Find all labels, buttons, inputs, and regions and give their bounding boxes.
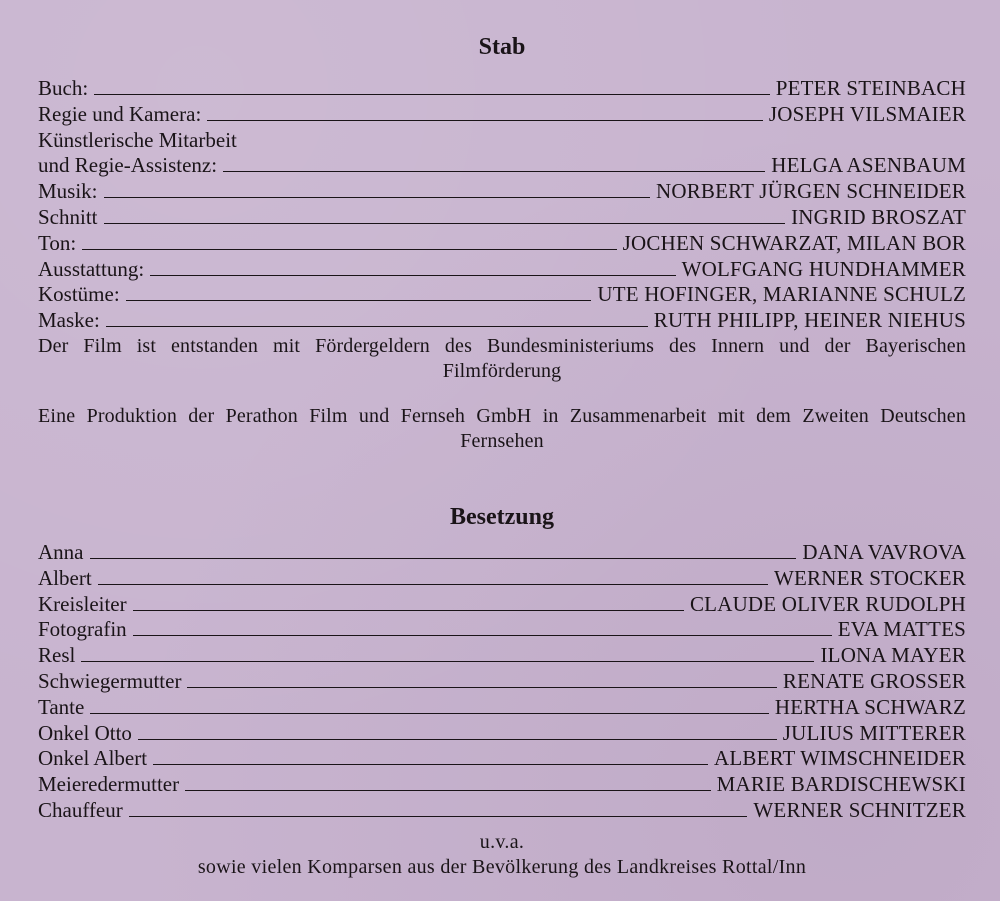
leader-line [90,713,769,714]
crew-name: INGRID BROSZAT [791,204,966,229]
cast-name: WERNER STOCKER [773,565,966,590]
cast-role: Anna [38,539,84,564]
leader-line [98,584,768,585]
cast-row [38,566,966,592]
cast-role: Onkel Albert [38,746,148,771]
cast-role: Chauffeur [38,797,123,822]
production-note: Eine Produktion der Perathon Film und Fernseh GmbH in Zusammenarbeit mit dem Zweiten Deutschen Fernsehen [38,404,966,452]
cast-role: Schwiegermutter [38,668,182,693]
crew-role: und Regie-Assistenz: [38,153,218,178]
cast-name: DANA VAVROVA [802,539,966,564]
crew-role: Schnitt [38,204,98,229]
leader-line [150,275,675,276]
crew-row [38,205,966,231]
cast-row [38,669,966,695]
leader-line [82,249,616,250]
funding-note: Der Film ist entstanden mit Fördergeldern des Bundesministeriums des Innern und der Bayerischen Filmförderung [38,334,966,382]
crew-name: WOLFGANG HUNDHAMMER [681,256,966,281]
crew-row [38,257,966,283]
crew-name: UTE HOFINGER, MARIANNE SCHULZ [597,282,966,307]
crew-row [38,308,966,334]
leader-line [94,94,770,95]
cast-name: MARIE BARDISCHEWSKI [716,772,966,797]
crew-name: NORBERT JÜRGEN SCHNEIDER [655,179,966,204]
crew-row [38,179,966,205]
cast-row [38,643,966,669]
crew-role: Regie und Kamera: [38,101,202,126]
leader-line [106,326,648,327]
crew-role: Kostüme: [38,282,120,307]
cast-name: JULIUS MITTERER [782,720,966,745]
cast-name: ILONA MAYER [820,643,966,668]
cast-name: HERTHA SCHWARZ [774,694,966,719]
crew-role: Ton: [38,230,77,255]
leader-line [185,790,711,791]
crew-name: HELGA ASENBAUM [771,153,966,178]
cast-row [38,772,966,798]
cast-name: ALBERT WIMSCHNEIDER [713,746,966,771]
crew-row [38,76,966,102]
crew-row [38,102,966,128]
leader-line [104,223,786,224]
leader-line [133,610,684,611]
cast-role: Kreisleiter [38,591,127,616]
cast-role: Meieredermutter [38,772,180,797]
crew-role: Musik: [38,179,98,204]
leader-line [223,171,765,172]
leader-line [153,764,708,765]
extras-note: sowie vielen Komparsen aus der Bevölkerung des Landkreises Rottal/Inn [197,855,807,878]
leader-line [90,558,797,559]
cast-row [38,617,966,643]
cast-name: WERNER SCHNITZER [753,797,966,822]
cast-name: CLAUDE OLIVER RUDOLPH [689,591,966,616]
crew-role: Ausstattung: [38,256,145,281]
cast-role: Albert [38,565,92,590]
crew-list [38,76,966,334]
cast-name: EVA MATTES [837,617,966,642]
stab-heading: Stab [478,34,526,60]
cast-row [38,592,966,618]
leader-line [138,739,777,740]
crew-name: JOSEPH VILSMAIER [768,101,966,126]
crew-name: JOCHEN SCHWARZAT, MILAN BOR [622,230,966,255]
crew-row [38,231,966,257]
besetzung-heading: Besetzung [450,503,554,530]
cast-row [38,695,966,721]
crew-row [38,153,966,179]
crew-name: PETER STEINBACH [775,76,966,100]
leader-line [207,120,763,121]
cast-row [38,746,966,772]
crew-role: Künstlerische Mitarbeit [38,127,237,152]
cast-list [38,540,966,824]
cast-role: Tante [38,694,85,719]
uva-note: u.v.a. [479,830,525,853]
cast-role: Resl [38,643,76,668]
leader-line [81,661,814,662]
cast-name: RENATE GROSSER [782,668,966,693]
cast-role: Fotografin [38,617,127,642]
leader-line [133,635,832,636]
cast-row [38,721,966,747]
credits-page [38,0,966,880]
crew-role: Buch: [38,76,89,100]
cast-row [38,540,966,566]
leader-line [104,197,650,198]
cast-role: Onkel Otto [38,720,132,745]
crew-name: RUTH PHILIPP, HEINER NIEHUS [653,308,966,333]
leader-line [187,687,776,688]
crew-row [38,282,966,308]
leader-line [129,816,748,817]
crew-row [38,128,966,154]
leader-line [126,300,592,301]
cast-row [38,798,966,824]
crew-role: Maske: [38,308,100,333]
